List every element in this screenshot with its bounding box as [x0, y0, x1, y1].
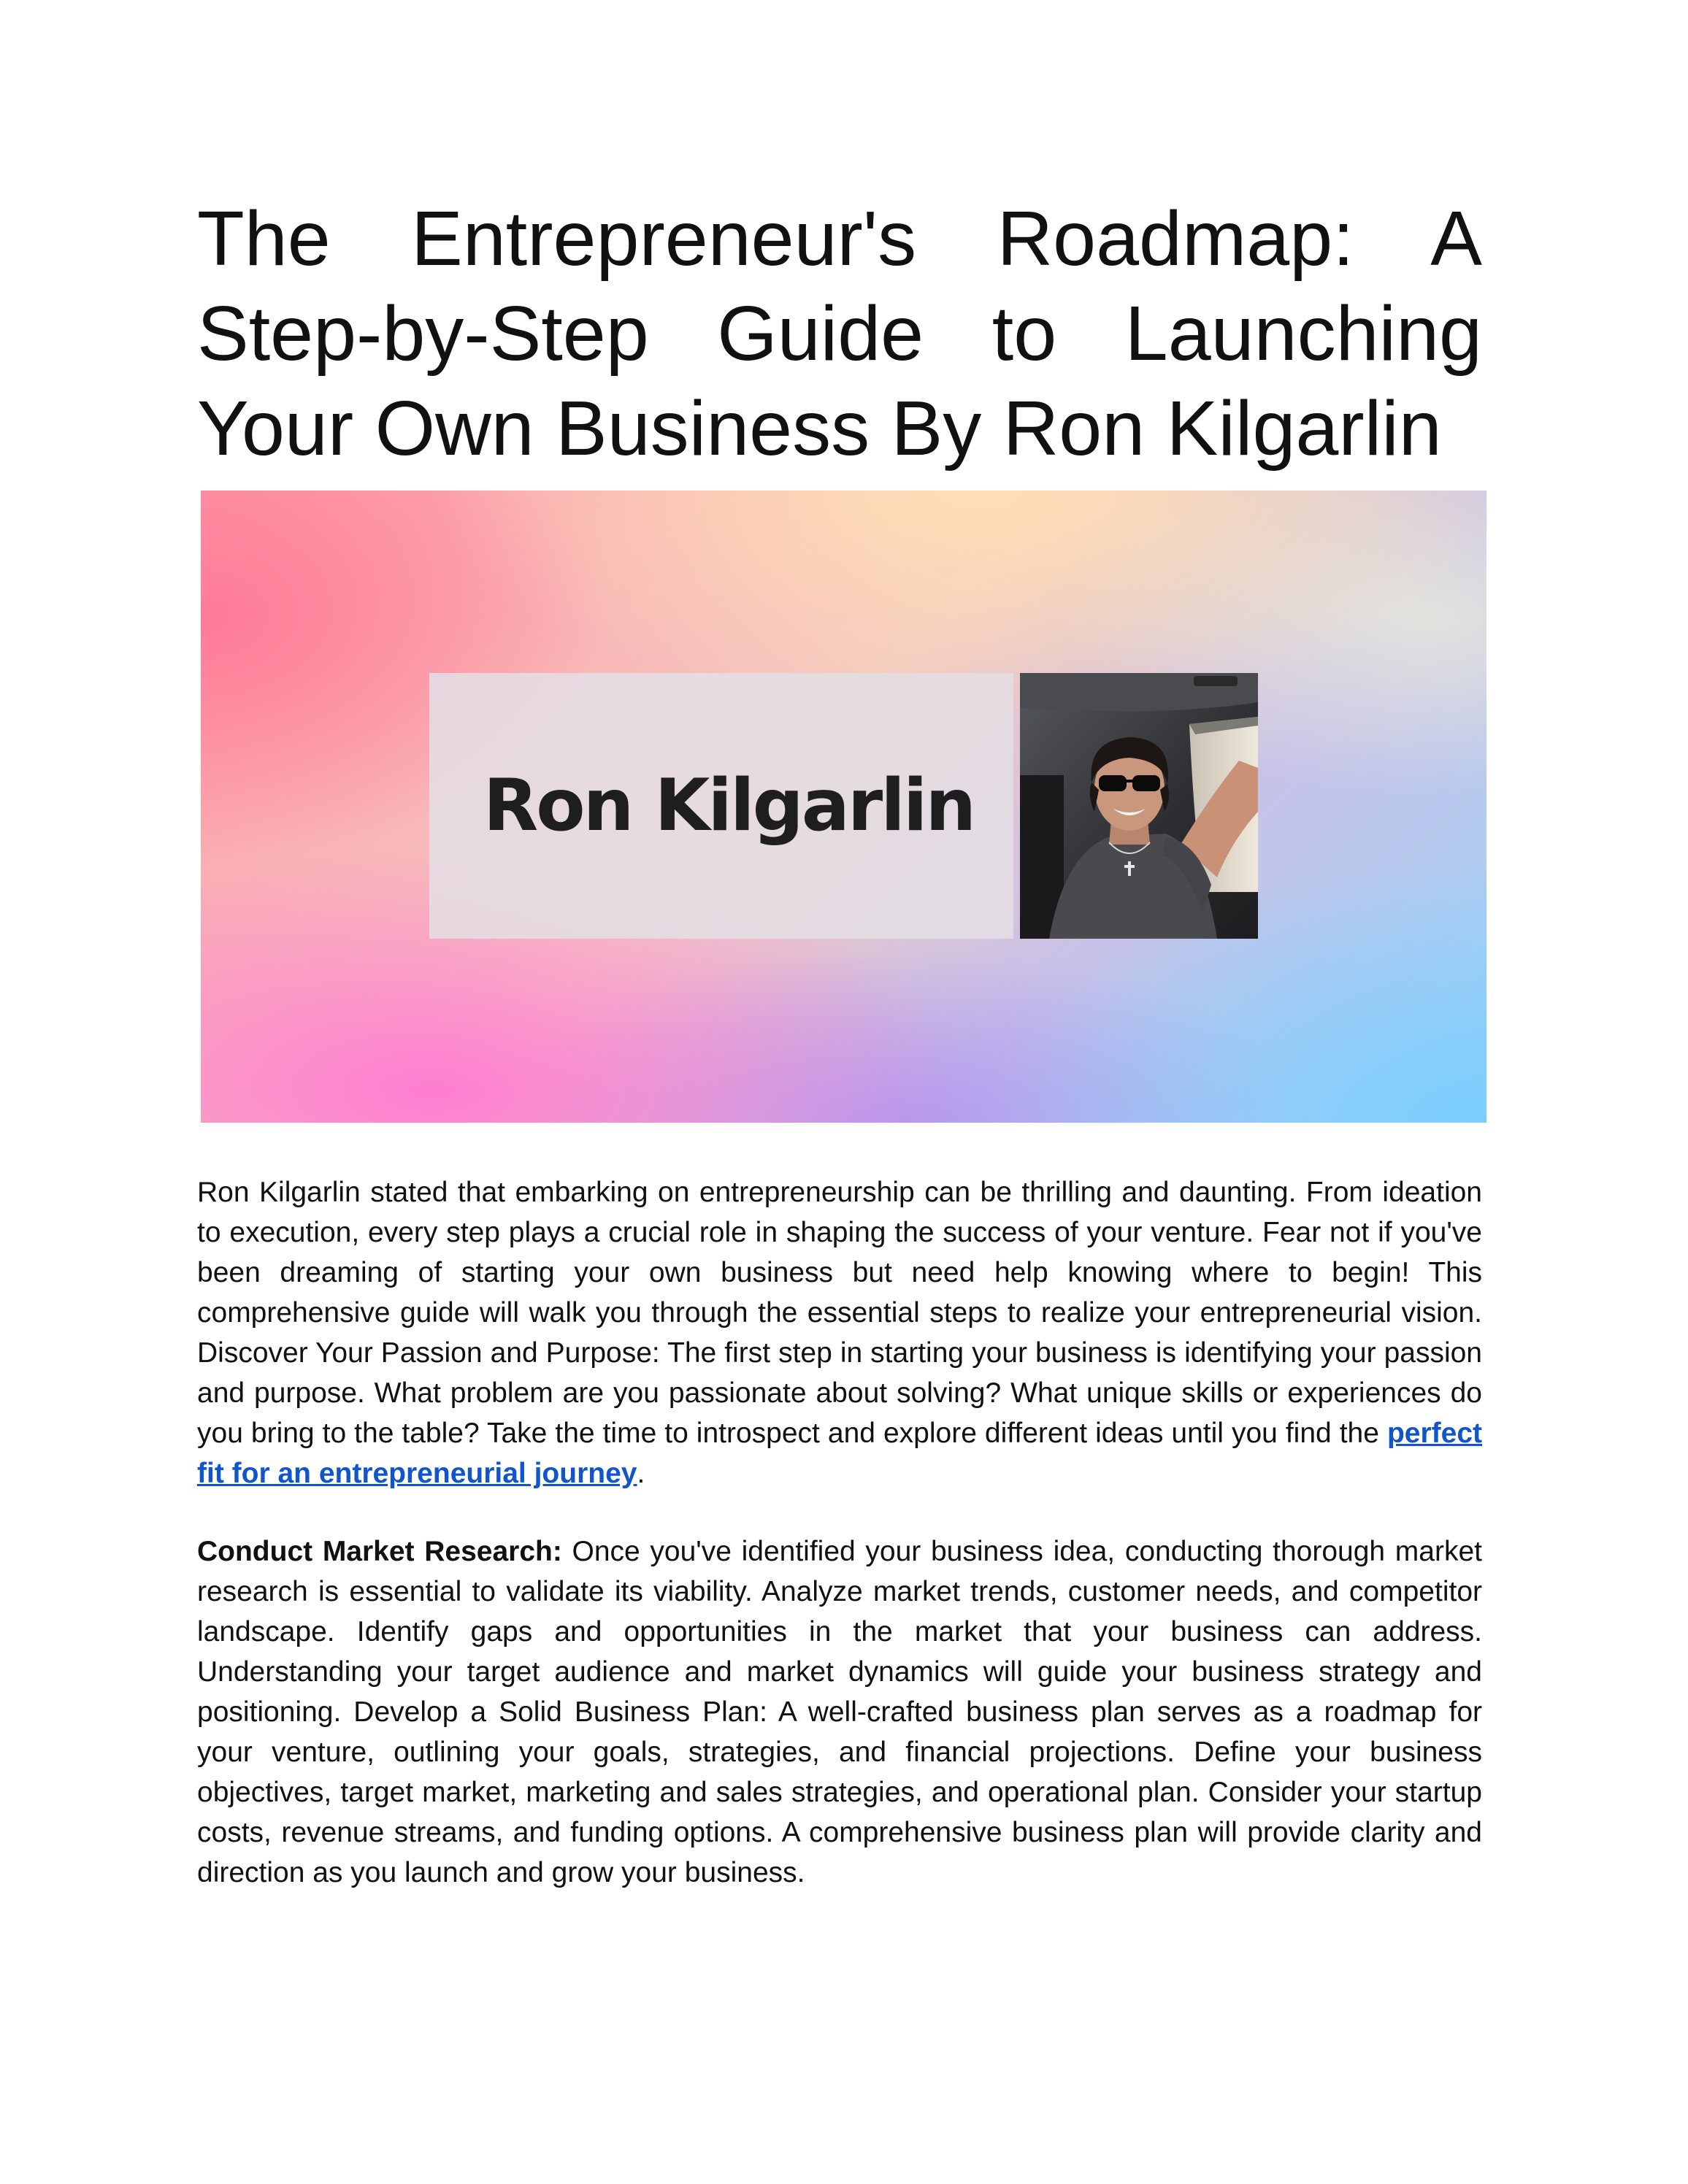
- entrepreneurial-journey-link[interactable]: perfect fit for an entrepreneurial journey: [197, 1418, 1482, 1489]
- header-banner-image: [201, 491, 1486, 1123]
- paragraph-intro-text: Ron Kilgarlin stated that embarking on entrepreneurship can be thrilling and daunting. From ideation to execution, every step plays a crucial role in shaping the success of your venture. Fear not if you've been dreaming of starting your own business but need help knowing where to begin! This comprehensive guide will walk you through the essential steps to realize your entrepreneurial vision. Discover Your Passion and Purpose: The first step in starting your business is identifying your passion and purpose. What problem are you passionate about solving? What unique skills or experiences do you bring to the table? Take the time to introspect and explore different ideas until you find the: [197, 1177, 1482, 1449]
- banner-name-text: Ron Kilgarlin: [483, 764, 975, 847]
- paragraph-market-research: [197, 1531, 1482, 1893]
- page-title: The Entrepreneur's Roadmap: A Step-by-Step Guide to Launching Your Own Business By Ron Kilgarlin: [197, 196, 1482, 472]
- market-research-text: Once you've identified your business idea, conducting thorough market research is essential to validate its viability. Analyze market trends, customer needs, and competitor landscape. Identify gaps and opportunities in the market that your business can address. Understanding your target audience and market dynamics will guide your business strategy and positioning. Develop a Solid Business Plan: A well-crafted business plan serves as a roadmap for your venture, outlining your goals, strategies, and financial projections. Define your business objectives, target market, marketing and sales strategies, and operational plan. Consider your startup costs, revenue streams, and funding options. A comprehensive business plan will provide clarity and direction as you launch and grow your business.: [197, 1536, 1482, 1888]
- portrait-photo: [1020, 673, 1258, 939]
- market-research-heading: Conduct Market Research:: [197, 1536, 562, 1567]
- paragraph-intro-end: .: [637, 1458, 645, 1489]
- paragraph-intro: [197, 1172, 1482, 1493]
- banner-name-card: [429, 673, 1013, 939]
